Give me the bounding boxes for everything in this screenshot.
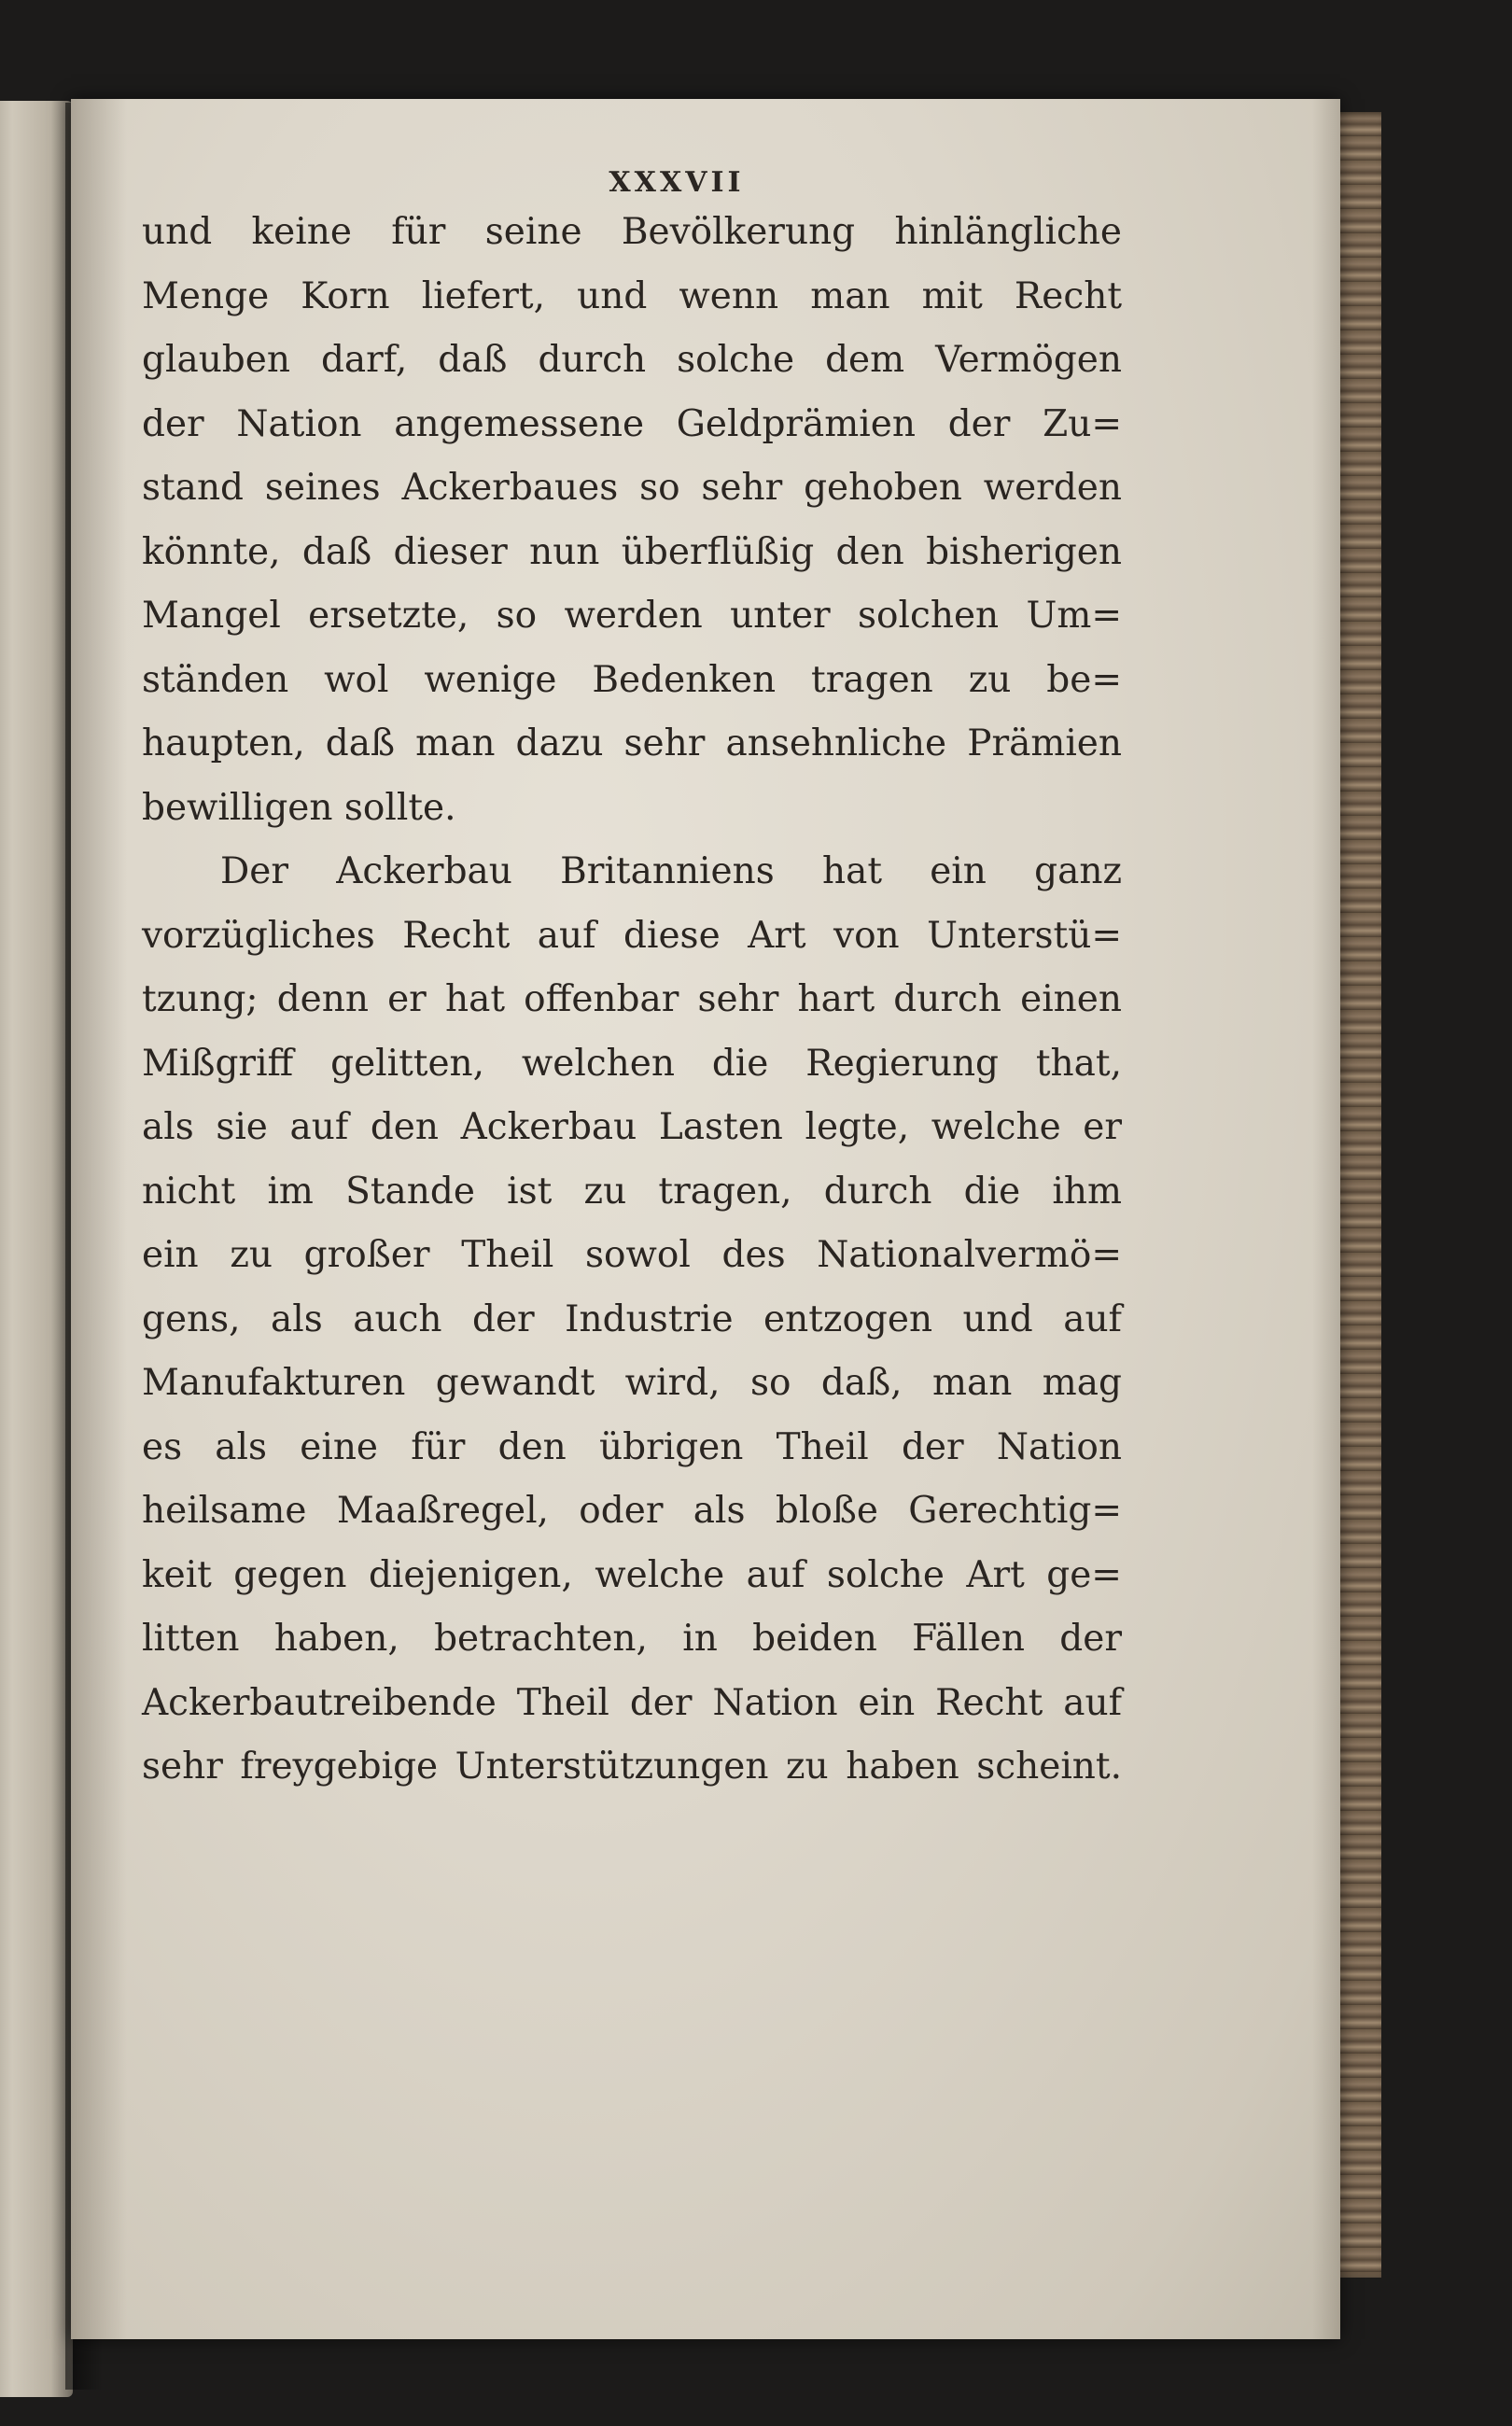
text-line: Manufakturen gewandt wird, so daß, man mag xyxy=(142,1362,1122,1404)
text-line: Menge Korn liefert, und wenn man mit Recht xyxy=(142,274,1122,317)
text-line: keit gegen diejenigen, welche auf solche Art ge= xyxy=(142,1553,1122,1596)
text-line: sehr freygebige Unterstützungen zu haben scheint. xyxy=(142,1746,1122,1788)
text-line: bewilligen sollte. xyxy=(142,786,456,829)
text-line: ständen wol wenige Bedenken tragen zu be= xyxy=(142,658,1122,701)
text-line: haupten, daß man dazu sehr ansehnliche Prämien xyxy=(142,722,1122,764)
text-line: und keine für seine Bevölkerung hinlängliche xyxy=(142,211,1122,253)
page-number: XXXVII xyxy=(609,166,745,199)
text-line: tzung; denn er hat offenbar sehr hart durch einen xyxy=(142,978,1122,1020)
text-line: Der Ackerbau Britanniens hat ein ganz xyxy=(220,850,1122,892)
text-line: stand seines Ackerbaues so sehr gehoben werden xyxy=(142,467,1122,509)
text-line: Mangel ersetzte, so werden unter solchen Um= xyxy=(142,595,1122,637)
text-line: Ackerbautreibende Theil der Nation ein Recht auf xyxy=(142,1681,1122,1724)
page-text xyxy=(142,201,1122,1800)
text-line: könnte, daß dieser nun überflüßig den bisherigen xyxy=(142,530,1122,573)
text-line: litten haben, betrachten, in beiden Fällen der xyxy=(142,1618,1122,1660)
text-line: vorzügliches Recht auf diese Art von Unterstü= xyxy=(142,914,1122,957)
text-line: es als eine für den übrigen Theil der Nation xyxy=(142,1425,1122,1468)
text-line: heilsame Maaßregel, oder als bloße Gerechtig= xyxy=(142,1490,1122,1532)
text-line: nicht im Stande ist zu tragen, durch die ihm xyxy=(142,1170,1122,1213)
text-line: der Nation angemessene Geldprämien der Zu= xyxy=(142,402,1122,445)
text-line: als sie auf den Ackerbau Lasten legte, welche er xyxy=(142,1106,1122,1148)
text-line: Mißgriff gelitten, welchen die Regierung that, xyxy=(142,1042,1122,1085)
text-line: ein zu großer Theil sowol des Nationalvermö= xyxy=(142,1234,1122,1276)
text-line: glauben darf, daß durch solche dem Vermögen xyxy=(142,339,1122,381)
text-line: gens, als auch der Industrie entzogen und auf xyxy=(142,1297,1122,1340)
left-page-edge xyxy=(0,101,73,2397)
